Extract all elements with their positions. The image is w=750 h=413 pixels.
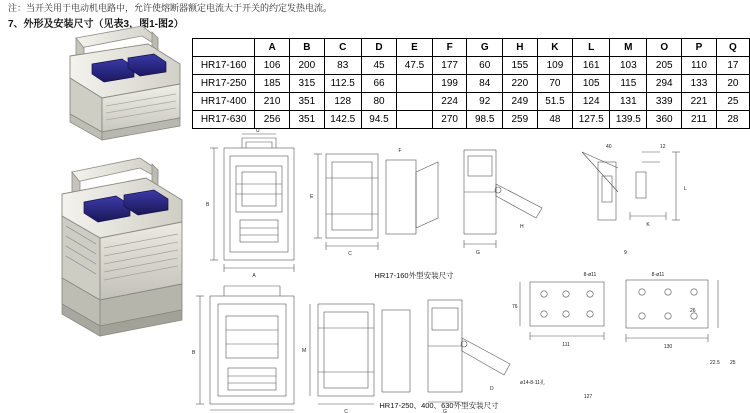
svg-text:8-ø11: 8-ø11 [583,272,597,278]
table-cell [397,75,433,93]
svg-text:A: A [252,273,256,279]
table-cell: 124 [573,93,610,111]
drawing-hole-plate-b [626,280,718,342]
table-cell: 315 [289,75,324,93]
drawing-caption-2: HR17-250、400、630外型安装尺寸 [379,401,499,410]
table-cell: 200 [289,57,324,75]
table-cell: 256 [255,111,290,129]
svg-text:12: 12 [660,144,666,150]
table-header-cell: B [289,39,324,57]
table-cell: 270 [432,111,467,129]
svg-text:L: L [684,186,687,192]
table-cell: 51.5 [537,93,573,111]
table-cell: 128 [324,93,361,111]
svg-text:F: F [398,148,402,154]
product-photo-bottom [26,150,191,370]
drawing-caption-1: HR17-160外型安装尺寸 [374,271,454,280]
table-row [193,93,750,111]
svg-text:111: 111 [562,342,570,348]
drawing-top-view-160 [314,154,438,250]
table-cell: 115 [610,75,647,93]
table-header-cell: M [610,39,647,57]
table-cell: 45 [361,57,397,75]
svg-text:C: C [344,409,348,413]
table-cell: 185 [255,75,290,93]
svg-text:G: G [476,250,480,256]
table-cell: 28 [716,111,749,129]
svg-text:B: B [192,350,196,356]
svg-text:M: M [302,348,307,354]
table-header-cell: H [502,39,537,57]
table-cell: 60 [467,57,503,75]
table-cell: 127.5 [573,111,610,129]
table-row [193,75,750,93]
drawing-hole-plate-a [520,282,604,340]
table-cell: 360 [647,111,682,129]
table-cell: 47.5 [397,57,433,75]
svg-text:ø14-8-11孔: ø14-8-11孔 [520,380,545,386]
table-cell-model: HR17-250 [193,75,255,93]
svg-text:D: D [490,386,494,392]
svg-text:E: E [310,194,314,200]
table-header-cell: O [647,39,682,57]
table-cell: 133 [682,75,717,93]
table-row [193,111,750,129]
table-cell: 83 [324,57,361,75]
svg-text:40: 40 [606,144,612,150]
table-cell: 161 [573,57,610,75]
table-cell-model: HR17-630 [193,111,255,129]
drawing-front-view-big [196,286,294,410]
table-cell [397,93,433,111]
table-cell: 92 [467,93,503,111]
table-cell: 94.5 [361,111,397,129]
table-cell [397,111,433,129]
table-cell-model: HR17-400 [193,93,255,111]
table-row [193,57,750,75]
svg-text:B: B [206,202,210,208]
svg-text:C: C [348,251,352,257]
table-header-row [193,39,750,57]
table-cell: 105 [573,75,610,93]
table-cell: 20 [716,75,749,93]
note-text: 注：当开关用于电动机电路中，允许使熔断器额定电流大于开关的约定发热电流。 [8,3,333,13]
table-header-cell: C [324,39,361,57]
drawing-front-view-160 [210,134,294,272]
svg-text:H: H [520,224,524,230]
table-cell: 139.5 [610,111,647,129]
drawing-side-lever-big [428,300,510,402]
table-cell: 70 [537,75,573,93]
table-header-cell: D [361,39,397,57]
table-cell: 211 [682,111,717,129]
table-cell: 112.5 [324,75,361,93]
table-cell: 205 [647,57,682,75]
table-cell: 177 [432,57,467,75]
table-cell: 339 [647,93,682,111]
table-cell-model: HR17-160 [193,57,255,75]
table-cell: 48 [537,111,573,129]
table-header-cell [193,39,255,57]
table-cell: 98.5 [467,111,503,129]
table-header-cell: K [537,39,573,57]
table-cell: 294 [647,75,682,93]
table-cell: 106 [255,57,290,75]
table-header-cell: E [397,39,433,57]
table-cell: 25 [716,93,749,111]
table-cell: 103 [610,57,647,75]
table-header-cell: F [432,39,467,57]
svg-text:K: K [646,222,650,228]
svg-text:G: G [443,409,447,413]
svg-text:U: U [256,128,260,134]
drawing-mounting-pattern-160 [582,152,680,220]
table-cell: 220 [502,75,537,93]
product-photo-top [30,20,185,150]
table-cell: 224 [432,93,467,111]
table-header-cell: P [682,39,717,57]
dimension-table [192,38,750,129]
table-cell: 199 [432,75,467,93]
table-cell: 221 [682,93,717,111]
svg-text:9: 9 [624,250,627,256]
svg-text:25: 25 [730,360,736,366]
table-cell: 249 [502,93,537,111]
table-cell: 259 [502,111,537,129]
table-cell: 155 [502,57,537,75]
table-cell: 131 [610,93,647,111]
section-title: 7、外形及安装尺寸（见表3，图1-图2） [8,19,184,30]
table-cell: 80 [361,93,397,111]
table-header-cell: Q [716,39,749,57]
table-cell: 210 [255,93,290,111]
drawing-side-lever-160 [464,150,542,248]
table-cell: 351 [289,111,324,129]
table-header-cell: G [467,39,503,57]
svg-text:8-ø11: 8-ø11 [651,272,665,278]
svg-text:22.5: 22.5 [710,360,720,366]
svg-text:127: 127 [583,394,593,400]
table-cell: 142.5 [324,111,361,129]
table-cell: 66 [361,75,397,93]
svg-text:130: 130 [663,344,673,350]
table-cell: 17 [716,57,749,75]
table-cell: 110 [682,57,717,75]
table-cell: 84 [467,75,503,93]
table-header-cell: A [255,39,290,57]
svg-text:76: 76 [512,304,518,310]
table-cell: 351 [289,93,324,111]
table-header-cell: L [573,39,610,57]
svg-text:26: 26 [690,308,696,314]
table-cell: 109 [537,57,573,75]
drawing-mid-view-big [310,304,410,404]
